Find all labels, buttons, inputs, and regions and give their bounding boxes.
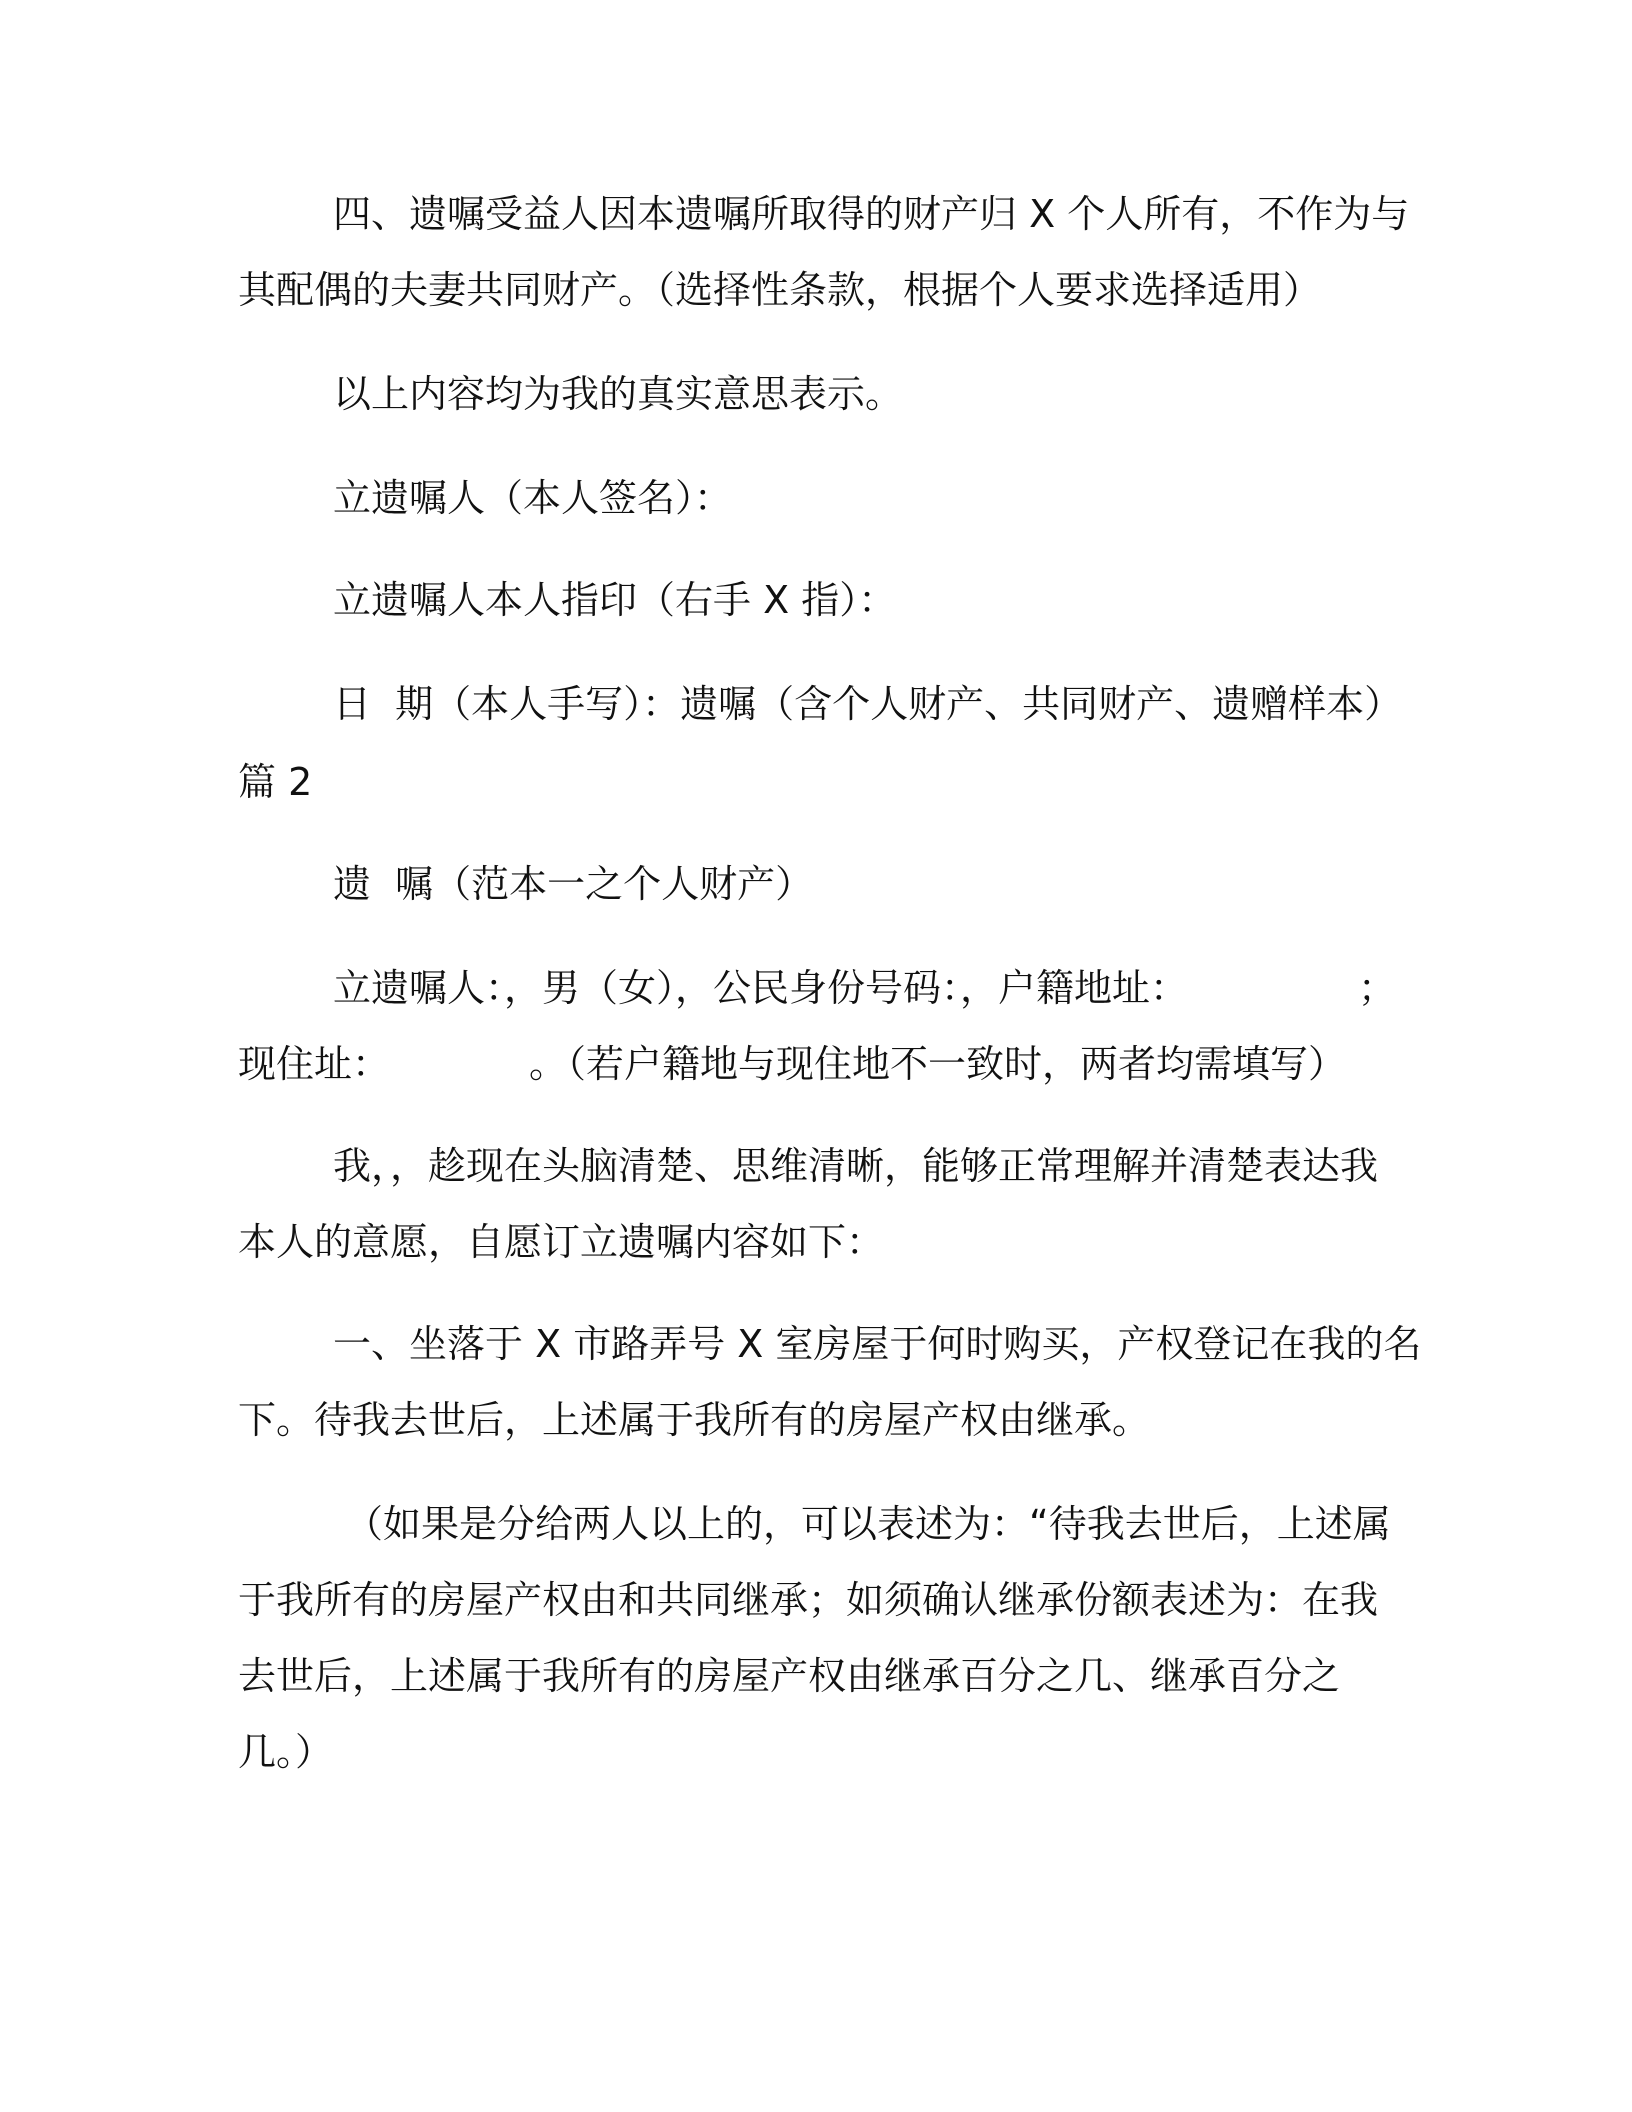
clause-one-line-1: 一、坐落于 X 市路弄号 X 室房屋于何时购买，产权登记在我的名 (333, 1322, 1422, 1366)
declaration-line: 以上内容均为我的真实意思表示。 (333, 372, 904, 416)
testator-info-line-1: 立遗嘱人：，男（女），公民身份号码：，户籍地址： (333, 966, 1189, 1010)
clause-one-note-line-2: 于我所有的房屋产权由和共同继承；如须确认继承份额表述为：在我 (238, 1578, 1379, 1622)
current-address-label: 现住址： (238, 1042, 391, 1086)
date-line: 日 期（本人手写）：遗嘱（含个人财产、共同财产、遗赠样本） (333, 682, 1403, 726)
intent-paragraph-line-2: 本人的意愿，自愿订立遗嘱内容如下： (238, 1220, 885, 1264)
testator-signature-line: 立遗嘱人（本人签名）： (333, 476, 733, 520)
will-title: 遗 嘱（范本一之个人财产） (333, 862, 814, 906)
current-address-note: 。（若户籍地与现住地不一致时，两者均需填写） (529, 1042, 1347, 1086)
paragraph-four-line-1: 四、遗嘱受益人因本遗嘱所取得的财产归 X 个人所有，不作为与 (333, 192, 1410, 236)
clause-one-note-line-1: （如果是分给两人以上的，可以表述为：“待我去世后，上述属 (345, 1502, 1391, 1546)
clause-one-line-2: 下。待我去世后，上述属于我所有的房屋产权由继承。 (238, 1398, 1151, 1442)
paragraph-four-line-2: 其配偶的夫妻共同财产。（选择性条款，根据个人要求选择适用） (238, 268, 1322, 312)
intent-paragraph-line-1: 我，，趁现在头脑清楚、思维清晰，能够正常理解并清楚表达我 (333, 1144, 1379, 1188)
clause-one-note-line-4: 几。） (238, 1730, 334, 1774)
testator-fingerprint-line: 立遗嘱人本人指印（右手 X 指）： (333, 578, 897, 622)
testator-info-semicolon: ； (1358, 966, 1397, 1010)
chapter-label: 篇 2 (238, 760, 313, 804)
clause-one-note-line-3: 去世后，上述属于我所有的房屋产权由继承百分之几、继承百分之 (238, 1654, 1341, 1698)
